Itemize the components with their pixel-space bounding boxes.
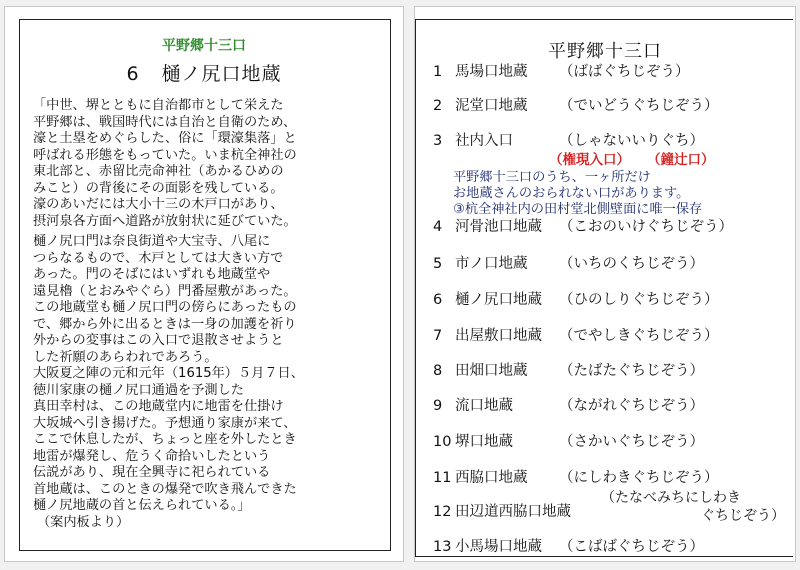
item-number: 13	[433, 539, 452, 555]
note-line: 平野郷十三口のうち、一ヶ所だけ	[453, 170, 651, 185]
item-name: 樋ノ尻口地蔵	[455, 292, 542, 308]
item-name: 出屋敷口地蔵	[455, 328, 542, 344]
item-reading: （ながれぐちじぞう）	[559, 398, 704, 414]
heading-number: 6	[126, 63, 140, 85]
alias-gongen: （権現入口）	[549, 152, 630, 168]
body-line: 樋ノ尻口門は奈良街道や大宝寺、八尾に	[33, 234, 271, 249]
body-line: この地蔵堂も樋ノ尻口門の傍らにあったもの	[33, 300, 297, 315]
body-line: 地雷が爆発し、危うく命拾いしたという	[33, 448, 271, 464]
left-subtitle: 平野郷十三口	[162, 38, 246, 54]
body-line: （案内板より）	[37, 514, 130, 530]
item-number: 9	[433, 398, 443, 414]
body-line: 外からの変事はこの入口で退散させようと	[33, 333, 284, 348]
body-line: 徳川家康の樋ノ尻口通過を予測した	[33, 382, 244, 398]
item-name: 馬場口地蔵	[455, 64, 528, 80]
body-line: した祈願のあらわれであろう。	[33, 349, 218, 365]
body-line: 大阪夏之陣の元和元年（1615年）５月７日、	[33, 366, 304, 381]
item-reading-two-line	[601, 489, 785, 525]
list-item	[433, 535, 793, 556]
body-line: みこと）の背後にその面影を残している。	[33, 180, 284, 196]
list-item	[433, 252, 793, 273]
item-number: 12	[433, 504, 452, 520]
item-reading: （たばたぐちじぞう）	[559, 363, 704, 379]
item-number: 1	[433, 64, 443, 80]
item-name: 小馬場口地蔵	[455, 539, 542, 555]
body-line: つらなるもので、木戸としては大きい方で	[33, 250, 284, 266]
body-line: 首地蔵は、このときの爆発で吹き飛んできた	[33, 481, 297, 497]
item-number: 2	[433, 98, 443, 114]
list-item	[433, 324, 793, 345]
item-name: 堺口地蔵	[455, 434, 513, 450]
item-name: 流口地蔵	[455, 398, 513, 414]
note-line: ③杭全神社内の田村堂北側壁面に唯一保存	[453, 202, 703, 217]
list-item	[433, 288, 793, 309]
list-item	[433, 94, 793, 115]
left-heading	[5, 59, 403, 86]
body-line: 真田幸村は、この地蔵堂内に地雷を仕掛け	[33, 399, 284, 414]
item-reading: （たなべみちにしわき	[601, 490, 741, 506]
body-line: 樋ノ尻地蔵の首と伝えられている。」	[33, 498, 251, 513]
heading-title: 樋ノ尻口地蔵	[161, 63, 282, 85]
item-name: 西脇口地蔵	[455, 470, 528, 486]
list-item	[433, 359, 793, 380]
body-line: 「中世、堺とともに自治都市として栄えた	[33, 98, 284, 113]
item-name: 市ノ口地蔵	[455, 256, 528, 272]
item-reading: （にしわきぐちじぞう）	[559, 470, 719, 486]
item-reading: （いちのくちじぞう）	[559, 256, 704, 272]
right-title: 平野郷十三口	[548, 41, 662, 62]
item-name: 田畑口地蔵	[455, 363, 528, 379]
item-name: 田辺道西脇口地蔵	[455, 504, 571, 520]
body-line: ここで休息したが、ちょっと座を外したとき	[33, 432, 297, 447]
body-line: 東北部と、赤留比売命神社（あかるひめの	[33, 164, 284, 179]
list-item	[433, 430, 793, 451]
list-item	[433, 60, 793, 81]
item-number: 7	[433, 328, 443, 344]
list-item	[433, 129, 793, 150]
item-number: 6	[433, 292, 443, 308]
item-number: 5	[433, 256, 443, 272]
body-line: あった。門のそばにはいずれも地蔵堂や	[33, 267, 271, 282]
alias-kanetsuji: （鐘辻口）	[647, 152, 715, 168]
item-reading: （こばばぐちじぞう）	[559, 539, 704, 555]
body-line: 呼ばれる形態をもっていた。いま杭全神社の	[33, 147, 297, 163]
right-page	[414, 6, 796, 562]
item-reading: （ばばぐちじぞう）	[559, 64, 690, 80]
item-reading: （ひのしりぐちじぞう）	[559, 292, 719, 308]
item-number: 3	[433, 133, 443, 149]
item-reading: （さかいぐちじぞう）	[559, 434, 704, 450]
item-name: 河骨池口地蔵	[455, 219, 542, 235]
item-reading: （でやしきぐちじぞう）	[559, 328, 719, 344]
left-page	[4, 6, 404, 562]
item-name: 泥堂口地蔵	[455, 98, 528, 114]
note-line: お地蔵さんのおられない口があります。	[453, 186, 690, 201]
body-line: 平野郷は、戦国時代には自治と自衛のため、	[33, 114, 297, 130]
item-reading: （でいどうぐちじぞう）	[559, 98, 719, 114]
list-item	[433, 215, 793, 236]
body-line: 摂河泉各方面へ道路が放射状に延びていた。	[33, 213, 297, 229]
body-line: で、郷から外に出るときは一身の加護を祈り	[33, 316, 297, 332]
item-number: 11	[433, 470, 452, 486]
left-body-text	[33, 98, 393, 531]
body-line: 伝説があり、現在全興寺に祀られている	[33, 465, 271, 480]
body-line: 遠見櫓（とおみやぐら）門番屋敷があった。	[33, 283, 297, 299]
body-line: 濠と土塁をめぐらした、俗に「環濠集落」と	[33, 131, 297, 146]
item-number: 10	[433, 434, 452, 450]
item-reading: （しゃないいりぐち）	[559, 133, 704, 149]
list-item	[433, 466, 793, 487]
list-item	[433, 394, 793, 415]
item-reading: （こおのいけぐちじぞう）	[559, 219, 733, 235]
item-name: 社内入口	[455, 133, 513, 149]
item-number: 8	[433, 363, 443, 379]
body-line: 大坂城へ引き揚げた。予想通り家康が来て、	[33, 415, 297, 431]
item-number: 4	[433, 219, 443, 235]
item-reading: ぐちじぞう）	[701, 508, 785, 524]
body-line: 濠のあいだには大小十三の木戸口があり、	[33, 197, 284, 212]
